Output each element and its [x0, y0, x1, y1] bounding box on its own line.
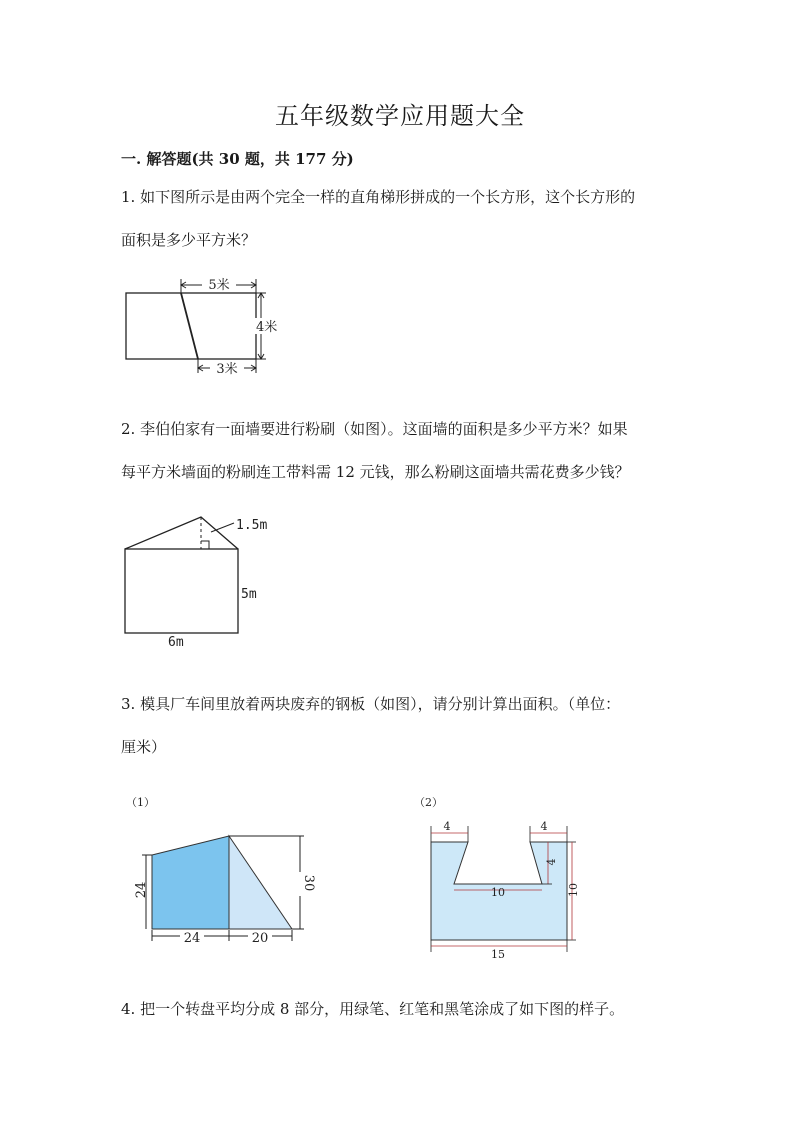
label-bottom-24: 24: [183, 931, 201, 946]
section-heading: 一. 解答题(共 30 题，共 177 分): [121, 150, 354, 168]
figure-steel-plate-1: [126, 790, 326, 950]
question-2-line-2: 每平方米墙面的粉刷连工带料需 12 元钱，那么粉刷这面墙共需花费多少钱？: [121, 463, 630, 481]
label-bottom-3m: 3米: [216, 362, 238, 377]
label-right-height-30: 30: [301, 874, 316, 892]
label-depth-4: 4: [545, 858, 558, 866]
figure-1-tag: （1）: [126, 796, 155, 809]
label-top-right-4: 4: [540, 820, 548, 833]
label-inner-10: 10: [491, 886, 505, 899]
page-title: 五年级数学应用题大全: [275, 102, 525, 130]
question-1-line-1: 1. 如下图所示是由两个完全一样的直角梯形拼成的一个长方形，这个长方形的: [121, 188, 636, 206]
question-3-line-2: 厘米）: [121, 738, 167, 756]
label-side-4m: 4米: [256, 320, 278, 335]
label-bottom-20: 20: [251, 931, 269, 946]
figure-rectangle-trapezoids: [120, 272, 300, 382]
label-width-15: 15: [491, 948, 505, 961]
question-1: [121, 176, 681, 262]
label-wall-height: 5m: [241, 587, 257, 602]
label-left-height-24: 24: [134, 881, 149, 899]
question-4-line-1: 4. 把一个转盘平均分成 8 部分，用绿笔、红笔和黑笔涂成了如下图的样子。: [121, 1000, 625, 1018]
figure-2-tag: （2）: [414, 796, 443, 809]
label-triangle-height: 1.5m: [236, 518, 268, 533]
label-top-5m: 5米: [208, 278, 230, 293]
question-2-line-1: 2. 李伯伯家有一面墙要进行粉刷（如图）。这面墙的面积是多少平方米？如果: [121, 420, 628, 438]
question-2: [121, 408, 681, 494]
figure-wall-shape: [118, 508, 298, 653]
question-1-line-2: 面积是多少平方米？: [121, 231, 257, 249]
question-3-line-1: 3. 模具厂车间里放着两块废弃的钢板（如图），请分别计算出面积。（单位：: [121, 695, 621, 713]
question-3: [121, 683, 681, 769]
figure-steel-plate-2: [414, 790, 594, 965]
question-4: [121, 988, 681, 1031]
label-height-10: 10: [567, 883, 580, 897]
label-wall-width: 6m: [168, 635, 184, 650]
label-top-left-4: 4: [443, 820, 451, 833]
